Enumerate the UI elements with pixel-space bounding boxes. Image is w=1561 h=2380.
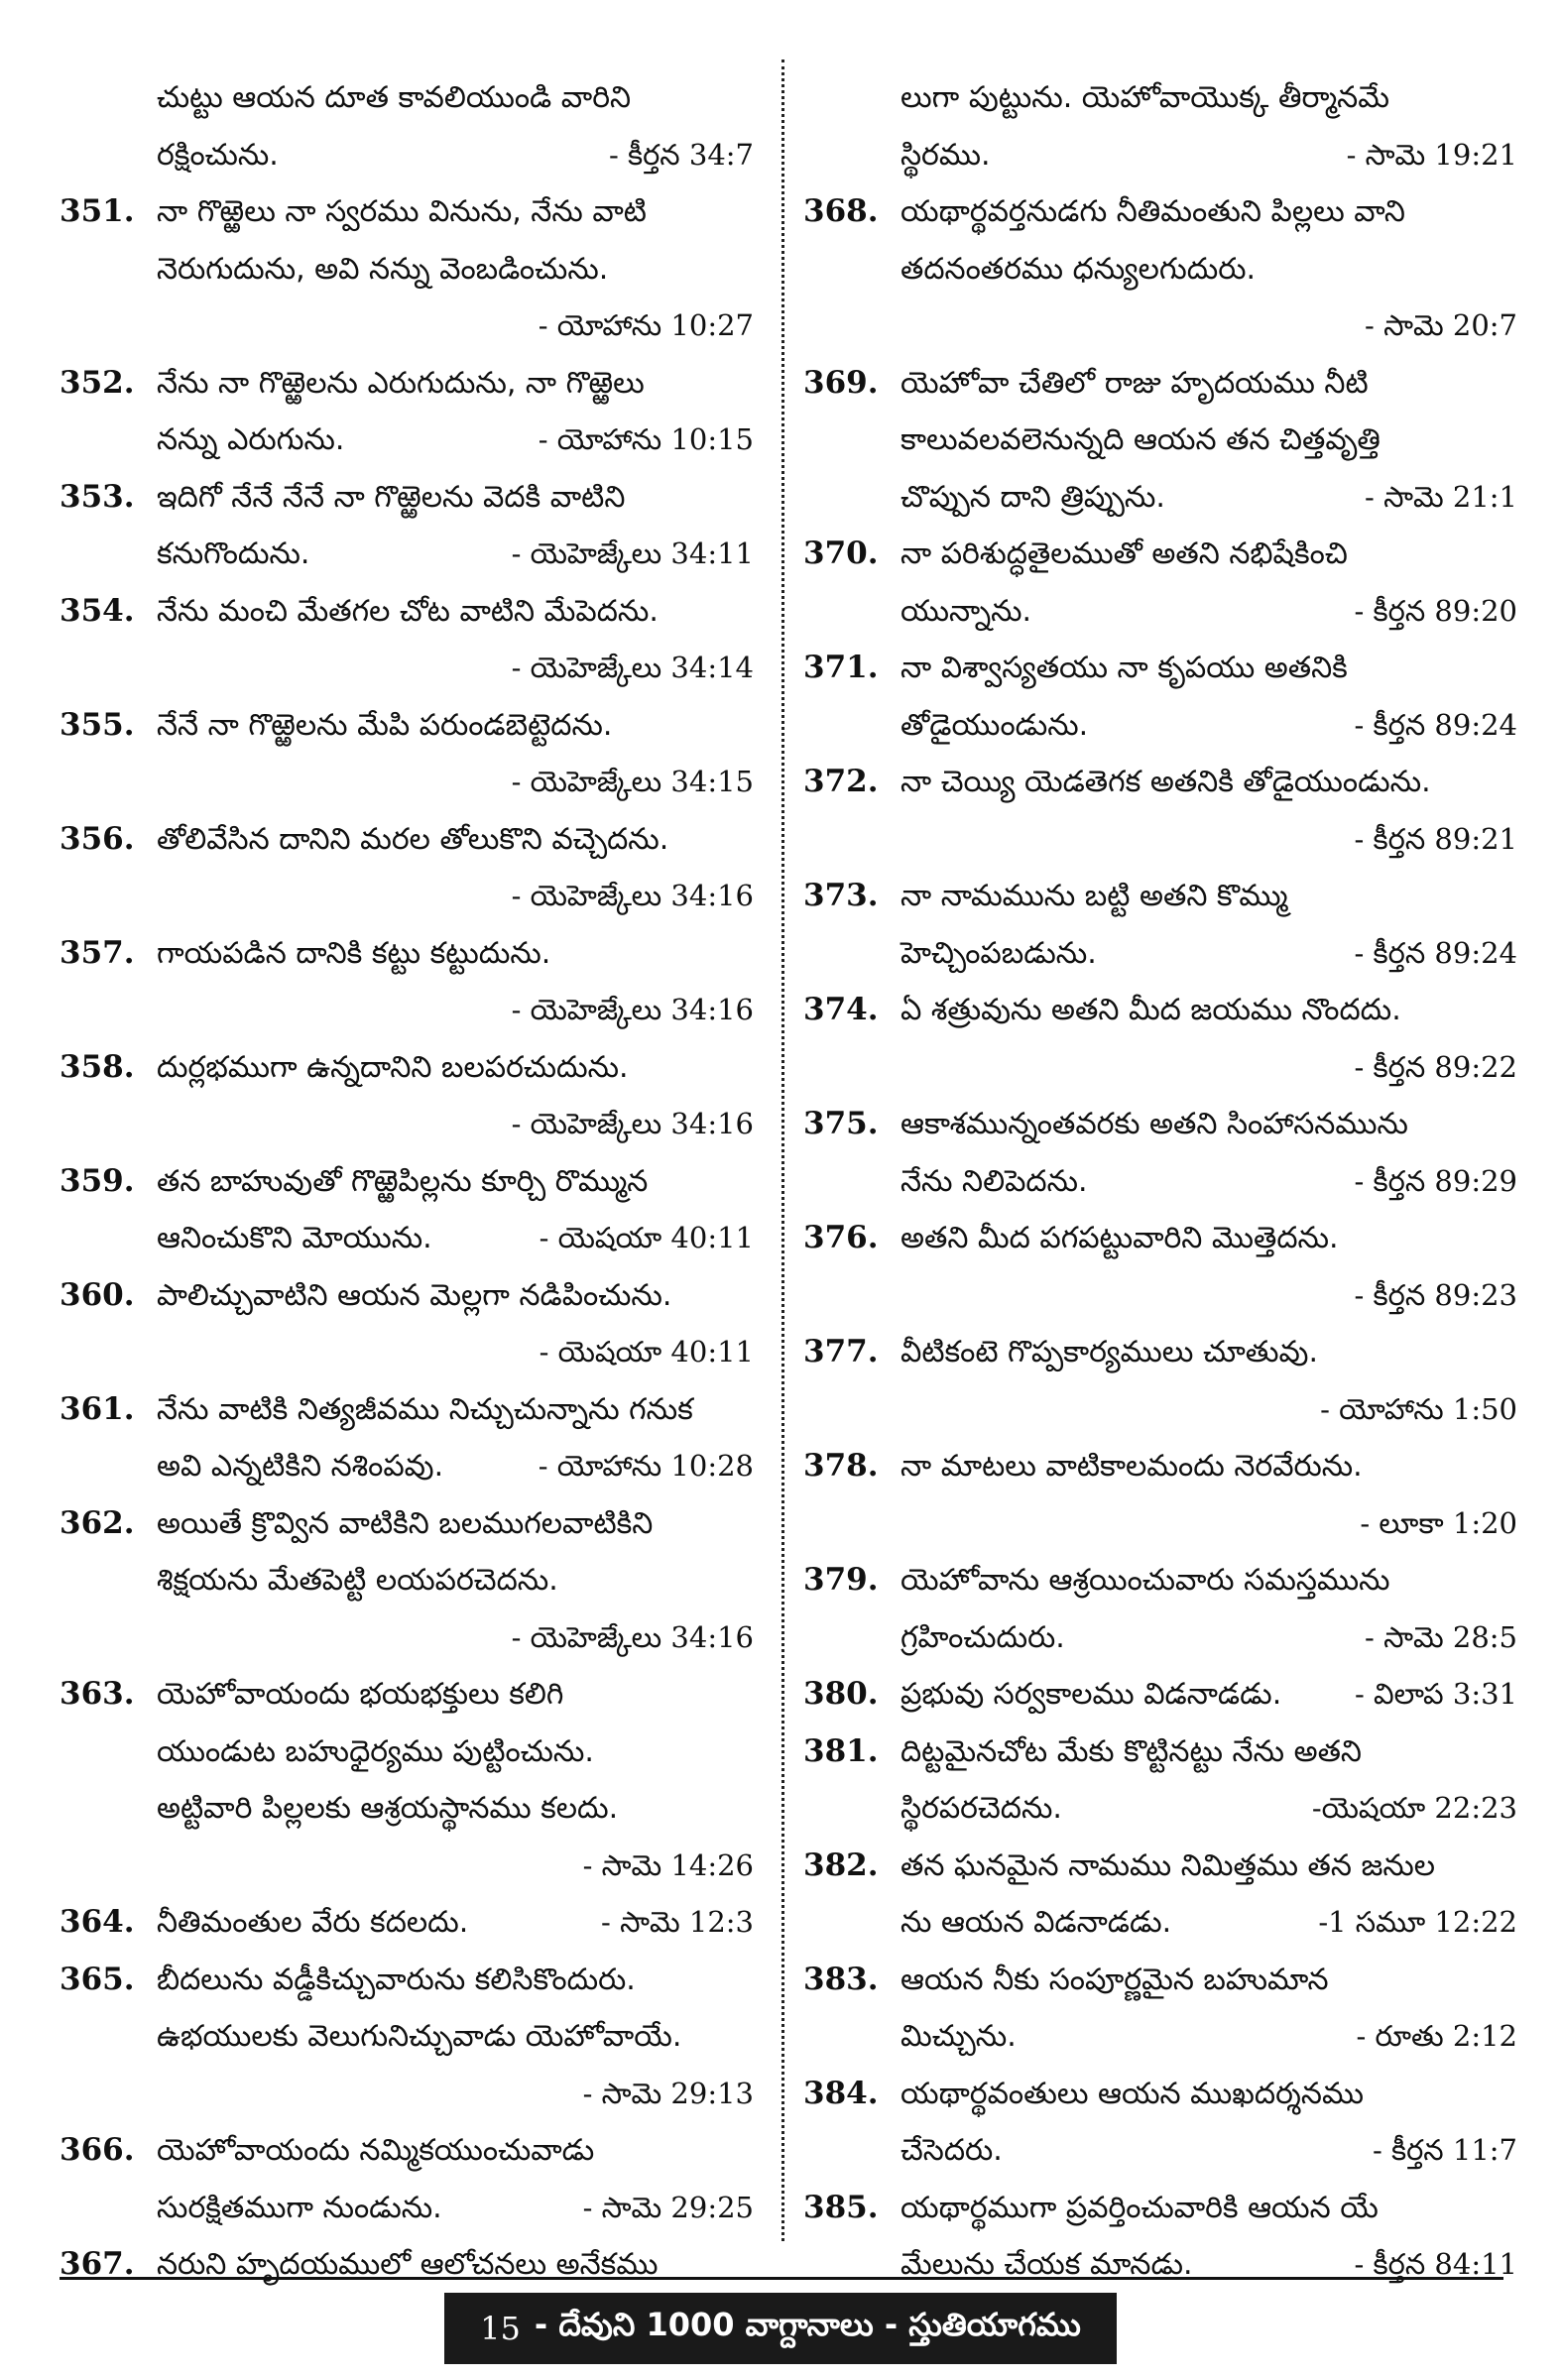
verse-line xyxy=(803,1609,1517,1667)
verse-text: ప్రభువు సర్వకాలము విడనాడడు. xyxy=(901,1677,1282,1712)
verse-line xyxy=(60,982,754,1039)
verse-line xyxy=(803,1438,1517,1495)
right-column xyxy=(803,69,1517,2294)
verse-text: మిచ్చును. xyxy=(901,2019,1017,2054)
verse-line xyxy=(803,925,1517,983)
scripture-reference: -యెషయా 22:23 xyxy=(1304,1780,1517,1838)
verse-number: 367. xyxy=(60,2246,135,2282)
footer-rule xyxy=(60,2277,1503,2280)
verse-number: 354. xyxy=(60,592,135,629)
verse-line xyxy=(803,1838,1517,1895)
scripture-reference: - సామె 29:25 xyxy=(575,2180,754,2237)
verse-line xyxy=(60,754,754,811)
verse-line xyxy=(60,1838,754,1895)
verse-text: నేను వాటికి నిత్యజీవము నిచ్చుచున్నాను గనుక xyxy=(157,1391,693,1427)
verse-line xyxy=(803,298,1517,355)
verse-number: 357. xyxy=(60,934,135,971)
verse-text: యథార్థముగా ప్రవర్తించువారికి ఆయన యే xyxy=(901,2190,1379,2225)
scripture-reference: - సామె 12:3 xyxy=(593,1894,754,1952)
verse-text: గ్రహించుదురు. xyxy=(901,1619,1065,1655)
verse-line xyxy=(803,1952,1517,2009)
verse-number: 352. xyxy=(60,364,135,401)
verse-line xyxy=(60,183,754,241)
verse-line xyxy=(60,1780,754,1838)
scripture-reference: - కీర్తన 89:24 xyxy=(1346,925,1517,983)
verse-text: అతని మీద పగపట్టువారిని మొత్తెదను. xyxy=(901,1221,1339,1255)
verse-line xyxy=(803,183,1517,241)
verse-line xyxy=(60,1894,754,1952)
verse-text: యథార్థవర్తనుడగు నీతిమంతుని పిల్లలు వాని xyxy=(901,194,1405,229)
verse-text: యుండుట బహుధైర్యము పుట్టించును. xyxy=(157,1733,594,1769)
verse-line xyxy=(803,1039,1517,1097)
verse-line xyxy=(803,868,1517,925)
left-column xyxy=(60,69,754,2294)
scripture-reference: - కీర్తన 89:20 xyxy=(1346,583,1517,641)
scripture-reference: - సామె 29:13 xyxy=(575,2066,754,2123)
verse-text: గాయపడిన దానికి కట్టు కట్టుదును. xyxy=(157,935,551,971)
scripture-reference: - యెహెజ్కేలు 34:15 xyxy=(504,754,754,811)
scripture-reference: - సామె 28:5 xyxy=(1357,1609,1517,1667)
verse-line xyxy=(803,697,1517,755)
scripture-reference: - యోహాను 10:15 xyxy=(531,412,754,469)
verse-text: యథార్థవంతులు ఆయన ముఖదర్శనము xyxy=(901,2076,1365,2111)
verse-line xyxy=(60,1381,754,1439)
verse-line xyxy=(803,1324,1517,1381)
verse-line xyxy=(803,1894,1517,1952)
scripture-reference: - రూతు 2:12 xyxy=(1348,2008,1517,2066)
verse-line xyxy=(803,2008,1517,2066)
verse-line xyxy=(803,640,1517,697)
verse-number: 356. xyxy=(60,820,135,857)
verse-line xyxy=(60,1666,754,1724)
verse-number: 376. xyxy=(803,1220,879,1255)
verse-number: 351. xyxy=(60,193,135,229)
verse-number: 359. xyxy=(60,1162,135,1199)
verse-line xyxy=(803,811,1517,869)
verse-line xyxy=(803,1780,1517,1838)
verse-line xyxy=(60,1267,754,1325)
verse-text: స్థిరపరచెదను. xyxy=(901,1791,1062,1826)
verse-line xyxy=(60,526,754,583)
scripture-reference: - యెహెజ్కేలు 34:11 xyxy=(504,526,754,583)
verse-line xyxy=(803,469,1517,527)
verse-number: 369. xyxy=(803,364,879,401)
verse-line xyxy=(803,1096,1517,1153)
verse-line xyxy=(803,1210,1517,1267)
scripture-reference: - యెహెజ్కేలు 34:14 xyxy=(504,640,754,697)
scripture-reference: - యెహెజ్కేలు 34:16 xyxy=(504,1096,754,1153)
verse-text: పాలిచ్చువాటిని ఆయన మెల్లగా నడిపించును. xyxy=(157,1277,672,1313)
verse-text: రక్షించును. xyxy=(157,137,279,173)
verse-line xyxy=(60,69,754,127)
verse-number: 373. xyxy=(803,878,879,913)
scripture-reference: - సామె 14:26 xyxy=(575,1838,754,1895)
verse-line xyxy=(60,1039,754,1097)
verse-text: ఆనించుకొని మోయును. xyxy=(157,1221,432,1255)
verse-text: ను ఆయన విడనాడడు. xyxy=(901,1905,1172,1940)
verse-text: హెచ్చింపబడును. xyxy=(901,935,1097,971)
scripture-reference: - యెషయా 40:11 xyxy=(532,1210,754,1267)
scripture-reference: - కీర్తన 89:29 xyxy=(1346,1153,1517,1211)
verse-text: బీదలును వడ్డీకిచ్చువారును కలిసికొందురు. xyxy=(157,1962,636,1997)
verse-number: 375. xyxy=(803,1106,879,1141)
scripture-reference: - యెషయా 40:11 xyxy=(532,1324,754,1381)
footer-title: - దేవుని 1000 వాగ్దానాలు - స్తుతియాగము xyxy=(534,2306,1081,2343)
verse-number: 368. xyxy=(803,193,879,229)
verse-line xyxy=(803,2236,1517,2294)
verse-text: చొప్పున దాని త్రిప్పును. xyxy=(901,479,1165,515)
scripture-reference: - యెహెజ్కేలు 34:16 xyxy=(504,1609,754,1667)
verse-line xyxy=(60,811,754,869)
verse-text: నీతిమంతుల వేరు కదలదు. xyxy=(157,1905,469,1940)
verse-text: నరుని హృదయములో ఆలోచనలు అనేకము xyxy=(157,2247,659,2282)
verse-text: చేసెదరు. xyxy=(901,2133,1003,2168)
verse-line xyxy=(60,1153,754,1211)
verse-text: అట్టివారి పిల్లలకు ఆశ్రయస్థానము కలదు. xyxy=(157,1791,619,1826)
verse-text: ఉభయులకు వెలుగునిచ్చువాడు యెహోవాయే. xyxy=(157,2019,682,2054)
verse-text: సురక్షితముగా నుండును. xyxy=(157,2190,442,2225)
scripture-reference: - లూకా 1:20 xyxy=(1352,1495,1517,1553)
verse-number: 370. xyxy=(803,536,879,571)
verse-text: నేనే నా గొఱ్ఱెలను మేపి పరుండబెట్టెదను. xyxy=(157,707,613,743)
verse-text: తన బాహువుతో గొఱ్ఱెపిల్లను కూర్చి రొమ్మున xyxy=(157,1163,649,1199)
verse-text: ఆయన నీకు సంపూర్ణమైన బహుమాన xyxy=(901,1962,1329,1997)
verse-number: 378. xyxy=(803,1448,879,1484)
scripture-reference: - కీర్తన 89:22 xyxy=(1346,1039,1517,1097)
verse-number: 361. xyxy=(60,1390,135,1427)
verse-line xyxy=(803,754,1517,811)
scripture-reference: - కీర్తన 11:7 xyxy=(1365,2122,1517,2180)
verse-line xyxy=(60,2180,754,2237)
verse-text: యున్నాను. xyxy=(901,593,1032,629)
scripture-reference: - కీర్తన 89:24 xyxy=(1346,697,1517,755)
verse-text: తోడైయుండును. xyxy=(901,707,1089,743)
verse-line xyxy=(60,2122,754,2180)
verse-text: నేను మంచి మేతగల చోట వాటిని మేపెదను. xyxy=(157,593,659,629)
verse-text: నేను నిలిపెదను. xyxy=(901,1163,1088,1199)
verse-text: దిట్టమైనచోట మేకు కొట్టినట్టు నేను అతని xyxy=(901,1733,1362,1769)
verse-text: తన ఘనమైన నామము నిమిత్తము తన జనుల xyxy=(901,1847,1436,1883)
verse-number: 371. xyxy=(803,650,879,685)
verse-number: 379. xyxy=(803,1562,879,1598)
verse-text: కాలువలవలెనున్నది ఆయన తన చిత్తవృత్తి xyxy=(901,422,1381,457)
verse-line xyxy=(803,1267,1517,1325)
verse-number: 363. xyxy=(60,1676,135,1712)
verse-line xyxy=(803,2180,1517,2237)
verse-text: దుర్లభముగా ఉన్నదానిని బలపరచుదును. xyxy=(157,1049,629,1085)
scripture-reference: - సామె 19:21 xyxy=(1339,127,1517,184)
verse-number: 382. xyxy=(803,1846,879,1883)
verse-text: శిక్షయను మేతపెట్టి లయపరచెదను. xyxy=(157,1563,558,1598)
verse-number: 385. xyxy=(803,2189,879,2225)
verse-text: ఇదిగో నేనే నేనే నా గొఱ్ఱెలను వెదకి వాటిని xyxy=(157,479,626,515)
verse-text: స్థిరము. xyxy=(901,137,991,173)
verse-line xyxy=(60,127,754,184)
page-number: 15 xyxy=(480,2310,521,2347)
verse-text: కనుగొందును. xyxy=(157,536,310,571)
footer-banner xyxy=(444,2293,1117,2364)
verse-number: 364. xyxy=(60,1904,135,1940)
scripture-reference: - సామె 21:1 xyxy=(1357,469,1517,527)
verse-line xyxy=(60,925,754,983)
verse-text: వీటికంటె గొప్పకార్యములు చూతువు. xyxy=(901,1335,1319,1369)
verse-line xyxy=(803,2122,1517,2180)
scripture-reference: - యోహాను 10:28 xyxy=(531,1438,754,1495)
verse-line xyxy=(60,298,754,355)
verse-text: చుట్టు ఆయన దూత కావలియుండి వారిని xyxy=(157,80,632,115)
scripture-reference: - యోహాను 10:27 xyxy=(531,298,754,355)
verse-number: 358. xyxy=(60,1048,135,1085)
verse-number: 384. xyxy=(803,2075,879,2111)
verse-number: 355. xyxy=(60,706,135,743)
verse-text: అయితే క్రొవ్విన వాటికిని బలముగలవాటికిని xyxy=(157,1505,654,1541)
verse-line xyxy=(60,2066,754,2123)
verse-line xyxy=(60,1438,754,1495)
verse-line xyxy=(803,1666,1517,1724)
column-divider xyxy=(781,60,784,2241)
verse-line xyxy=(803,2066,1517,2123)
verse-text: మేలును చేయక మానడు. xyxy=(901,2247,1193,2282)
verse-line xyxy=(803,526,1517,583)
verse-line xyxy=(60,1952,754,2009)
verse-line xyxy=(803,127,1517,184)
scripture-reference: - యెహెజ్కేలు 34:16 xyxy=(504,868,754,925)
verse-number: 362. xyxy=(60,1504,135,1541)
scripture-reference: - కీర్తన 89:23 xyxy=(1346,1267,1517,1325)
scripture-reference: - సామె 20:7 xyxy=(1357,298,1517,355)
verse-text: లుగా పుట్టును. యెహోవాయొక్క తీర్మానమే xyxy=(901,80,1389,115)
verse-line xyxy=(60,469,754,527)
verse-line xyxy=(60,2008,754,2066)
verse-number: 380. xyxy=(803,1676,879,1712)
verse-line xyxy=(803,355,1517,413)
scripture-reference: - కీర్తన 34:7 xyxy=(601,127,754,184)
verse-line xyxy=(803,1381,1517,1439)
verse-line xyxy=(60,1096,754,1153)
verse-line xyxy=(803,1495,1517,1553)
scripture-reference: -1 సమూ 12:22 xyxy=(1310,1894,1517,1952)
verse-number: 377. xyxy=(803,1334,879,1369)
verse-text: నా మాటలు వాటికాలమందు నెరవేరును. xyxy=(901,1449,1363,1484)
verse-text: నా గొఱ్ఱెలు నా స్వరము వినును, నేను వాటి xyxy=(157,194,647,229)
verse-line xyxy=(60,697,754,755)
verse-line xyxy=(60,1609,754,1667)
verse-line xyxy=(803,241,1517,298)
verse-number: 366. xyxy=(60,2132,135,2168)
verse-line xyxy=(60,1210,754,1267)
verse-number: 353. xyxy=(60,478,135,515)
verse-line xyxy=(803,69,1517,127)
verse-text: యెహోవాయందు భయభక్తులు కలిగి xyxy=(157,1677,564,1712)
scripture-reference: - విలాప 3:31 xyxy=(1347,1666,1517,1724)
verse-text: నెరుగుదును, అవి నన్ను వెంబడించును. xyxy=(157,251,609,287)
verse-text: తదనంతరము ధన్యులగుదురు. xyxy=(901,251,1257,287)
verse-number: 365. xyxy=(60,1961,135,1997)
verse-number: 374. xyxy=(803,992,879,1027)
verse-line xyxy=(60,241,754,298)
verse-line xyxy=(803,1153,1517,1211)
verse-text: నా నామమును బట్టి అతని కొమ్ము xyxy=(901,879,1288,913)
verse-line xyxy=(60,583,754,641)
verse-number: 372. xyxy=(803,764,879,799)
verse-line xyxy=(60,1495,754,1553)
verse-line xyxy=(60,1552,754,1609)
verse-line xyxy=(60,355,754,413)
verse-text: నా పరిశుద్ధతైలముతో అతని నభిషేకించి xyxy=(901,536,1348,571)
verse-text: యెహోవా చేతిలో రాజు హృదయము నీటి xyxy=(901,365,1369,401)
verse-line xyxy=(60,2236,754,2294)
verse-line xyxy=(60,640,754,697)
verse-number: 381. xyxy=(803,1732,879,1769)
verse-text: అవి ఎన్నటికిని నశింపవు. xyxy=(157,1449,444,1484)
verse-text: యెహోవాను ఆశ్రయించువారు సమస్తమును xyxy=(901,1563,1390,1598)
verse-text: యెహోవాయందు నమ్మికయుంచువాడు xyxy=(157,2133,595,2168)
verse-text: తోలివేసిన దానిని మరల తోలుకొని వచ్చెదను. xyxy=(157,821,669,857)
scripture-reference: - యోహాను 1:50 xyxy=(1312,1381,1517,1439)
verse-line xyxy=(60,868,754,925)
scripture-reference: - కీర్తన 89:21 xyxy=(1346,811,1517,869)
verse-line xyxy=(803,1724,1517,1781)
verse-number: 383. xyxy=(803,1961,879,1997)
scripture-reference: - యెహెజ్కేలు 34:16 xyxy=(504,982,754,1039)
verse-line xyxy=(60,412,754,469)
verse-text: ఆకాశమున్నంతవరకు అతని సింహాసనమును xyxy=(901,1107,1408,1141)
verse-line xyxy=(803,583,1517,641)
verse-text: నా చెయ్యి యెడతెగక అతనికి తోడైయుండును. xyxy=(901,765,1431,799)
verse-text: ఏ శత్రువును అతని మీద జయము నొందదు. xyxy=(901,993,1401,1027)
verse-line xyxy=(803,412,1517,469)
verse-line xyxy=(803,982,1517,1039)
verse-text: నన్ను ఎరుగును. xyxy=(157,422,345,457)
verse-text: నేను నా గొఱ్ఱెలను ఎరుగుదును, నా గొఱ్ఱెలు xyxy=(157,365,645,401)
verse-line xyxy=(803,1552,1517,1609)
scripture-reference: - కీర్తన 84:11 xyxy=(1346,2236,1517,2294)
verse-line xyxy=(60,1724,754,1781)
verse-text: నా విశ్వాస్యతయు నా కృపయు అతనికి xyxy=(901,651,1348,685)
verse-number: 360. xyxy=(60,1276,135,1313)
verse-line xyxy=(60,1324,754,1381)
